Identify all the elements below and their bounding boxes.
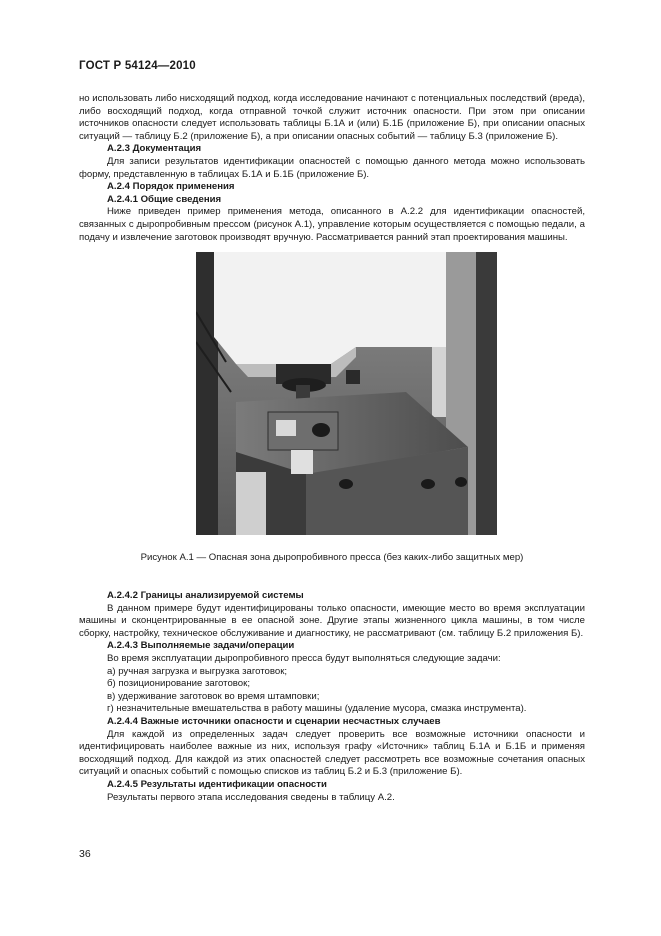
intro-paragraph: но использовать либо нисходящий подход, когда исследование начинают с потенциальных последствий (вреда), либо восходящий подход, когда отправной точкой служит источник опасности. При этом при описании источников опасности следует использовать таблицы Б.1А и (или) Б.1Б (приложение Б), при описании опасных ситуаций — таблицу Б.2 (приложение Б), а при описании опасных событий — таблицу Б.3 (приложение Б). (79, 93, 585, 142)
page-number: 36 (79, 848, 91, 860)
section-a245-heading: А.2.4.5 Результаты идентификации опасности (107, 778, 327, 790)
section-a243-heading: А.2.4.3 Выполняемые задачи/операции (107, 640, 295, 652)
document-header: ГОСТ Р 54124—2010 (79, 60, 196, 72)
task-item: в) удерживание заготовок во время штамповки; (107, 690, 320, 702)
figure-caption: Рисунок А.1 — Опасная зона дыропробивного пресса (без каких-либо защитных мер) (140, 552, 524, 563)
section-a244-text: Для каждой из определенных задач следует проверить все возможные источники опасности и идентифицировать наиболее важные из них, используя графу «Источник» таблиц Б.1А и Б.1Б и применяя восходящий подход. Для каждой из этих опасностей следует рассмотреть все возможные сочетания опасных ситуаций и опасных событий с помощью списков из таблиц Б.2 и Б.3 (приложение Б). (79, 728, 585, 778)
task-item: а) ручная загрузка и выгрузка заготовок; (107, 665, 288, 677)
section-a24-heading: А.2.4 Порядок применения (107, 181, 235, 193)
section-a241-heading: А.2.4.1 Общие сведения (107, 193, 222, 205)
section-a241-text: Ниже приведен пример применения метода, описанного в А.2.2 для идентификации опасностей, связанных с дыропробивным прессом (рисунок А.1), управление которым осуществляется с помощью педали, а подачу и извлечение заготовок производят вручную. Рассматривается ранний этап проектирования машины. (79, 206, 585, 243)
sections-block (79, 590, 585, 804)
intro-section (79, 93, 585, 244)
section-a245-text: Результаты первого этапа исследования сведены в таблицу А.2. (107, 791, 395, 803)
task-item: б) позиционирование заготовок; (107, 678, 250, 690)
section-a243-text: Во время эксплуатации дыропробивного пресса будут выполняться следующие задачи: (107, 652, 501, 664)
press-photo-illustration (196, 252, 497, 535)
section-a242-text: В данном примере будут идентифицированы только опасности, имеющие место во время эксплуатации машины и сконцентрированные в ее опасной зоне. Другие этапы жизненного цикла машины, в том числе сборку, настройку, техническое обслуживание и диагностику, не рассматривают (см. таблицу Б.2 приложения Б). (79, 602, 585, 639)
task-item: г) незначительные вмешательства в работу машины (удаление мусора, смазка инструмента). (107, 703, 527, 715)
section-a242-heading: А.2.4.2 Границы анализируемой системы (107, 590, 304, 601)
section-a23-heading: А.2.3 Документация (107, 143, 202, 155)
figure-press-photo (196, 252, 497, 535)
section-a244-heading: А.2.4.4 Важные источники опасности и сценарии несчастных случаев (107, 715, 441, 727)
section-a23-text: Для записи результатов идентификации опасностей с помощью данного метода можно использовать форму, представленную в таблицах Б.1А и Б.1Б (приложение Б). (79, 155, 585, 180)
